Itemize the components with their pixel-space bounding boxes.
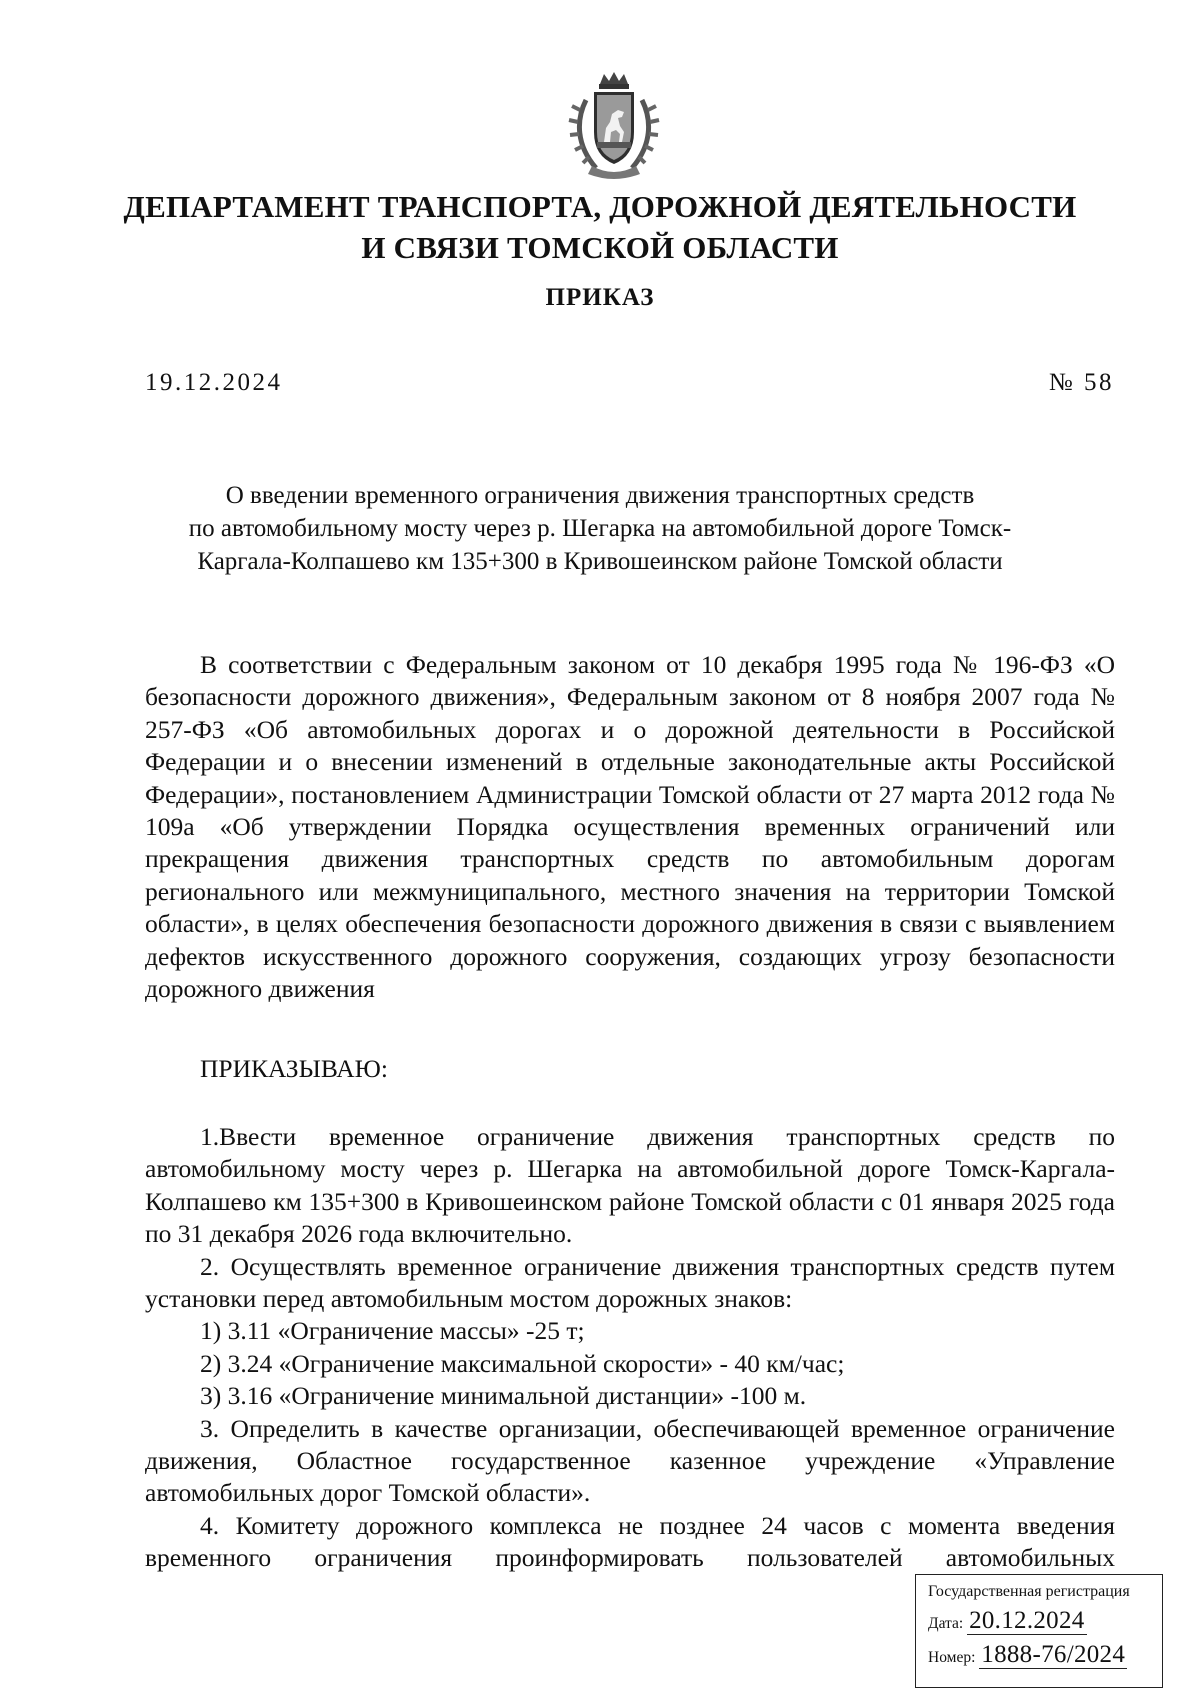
subject-line-3: Каргала-Колпашево км 135+300 в Кривошеинском районе Томской области xyxy=(197,548,1003,575)
stamp-date-value: 20.12.2024 xyxy=(969,1607,1085,1634)
document-type: ПРИКАЗ xyxy=(545,284,655,311)
tomsk-region-coat-of-arms-icon xyxy=(566,70,662,180)
registration-stamp xyxy=(915,1574,1163,1688)
department-title xyxy=(100,186,1100,268)
department-line-1: ДЕПАРТАМЕНТ ТРАНСПОРТА, ДОРОЖНОЙ ДЕЯТЕЛЬНОСТИ xyxy=(123,189,1077,224)
stamp-number-value: 1888-76/2024 xyxy=(981,1641,1126,1668)
order-item-4: 4. Комитету дорожного комплекса не позднее 24 часов с момента введения временного ограничения проинформировать пользователей автомобильных xyxy=(145,1510,1115,1573)
spacer xyxy=(145,1086,1115,1121)
command-word: ПРИКАЗЫВАЮ: xyxy=(200,1054,388,1084)
stamp-number-label: Номер: xyxy=(928,1649,976,1666)
stamp-date-label: Дата: xyxy=(928,1615,964,1632)
order-item-2-sign-1: 1) 3.11 «Ограничение массы» -25 т; xyxy=(200,1316,585,1346)
document-subject xyxy=(130,479,1070,578)
subject-line-2: по автомобильному мосту через р. Шегарка на автомобильной дороге Томск- xyxy=(188,515,1012,542)
stamp-date-row xyxy=(928,1607,1152,1635)
spacer xyxy=(145,1005,1115,1053)
stamp-title: Государственная регистрация xyxy=(928,1583,1130,1600)
order-item-2: 2. Осуществлять временное ограничение движения транспортных средств путем установки перед автомобильным мостом дорожных знаков: xyxy=(145,1251,1115,1313)
order-item-3: 3. Определить в качестве организации, обеспечивающей временное ограничение движения, Областное государственное казенное учреждение «Управление автомобильных дорог Томской области». xyxy=(145,1413,1115,1508)
stamp-number-row xyxy=(928,1641,1152,1669)
preamble-paragraph: В соответствии с Федеральным законом от 10 декабря 1995 года № 196-ФЗ «О безопасности дорожного движения», Федеральным законом от 8 ноября 2007 года № 257-ФЗ «Об автомобильных дорогах и о дорожной деятельности в Российской Федерации и о внесении изменений в отдельные законодательные акты Российской Федерации», постановлением Администрации Томской области от 27 марта 2012 года № 109а «Об утверждении Порядка осуществления временных ограничений или прекращения движения транспортных средств по автомобильным дорогам регионального или межмуниципального, местного значения на территории Томской области», в целях обеспечения безопасности дорожного движения в связи с выявлением дефектов искусственного дорожного сооружения, создающих угрозу безопасности дорожного движения xyxy=(145,650,1115,1004)
subject-line-1: О введении временного ограничения движения транспортных средств xyxy=(225,482,975,509)
document-number: № 58 xyxy=(1048,369,1114,396)
document-date: 19.12.2024 xyxy=(145,369,283,396)
order-item-2-sign-2: 2) 3.24 «Ограничение максимальной скорости» - 40 км/час; xyxy=(200,1348,845,1378)
document-body xyxy=(145,649,1115,1575)
order-item-2-sign-3: 3) 3.16 «Ограничение минимальной дистанции» -100 м. xyxy=(200,1381,807,1411)
order-item-1: 1.Ввести временное ограничение движения транспортных средств по автомобильному мосту через р. Шегарка на автомобильной дороге Томск-Каргала-Колпашево км 135+300 в Кривошеинском районе Томской области с 01 января 2025 года по 31 декабря 2026 года включительно. xyxy=(145,1121,1115,1249)
department-line-2: И СВЯЗИ ТОМСКОЙ ОБЛАСТИ xyxy=(361,230,839,265)
